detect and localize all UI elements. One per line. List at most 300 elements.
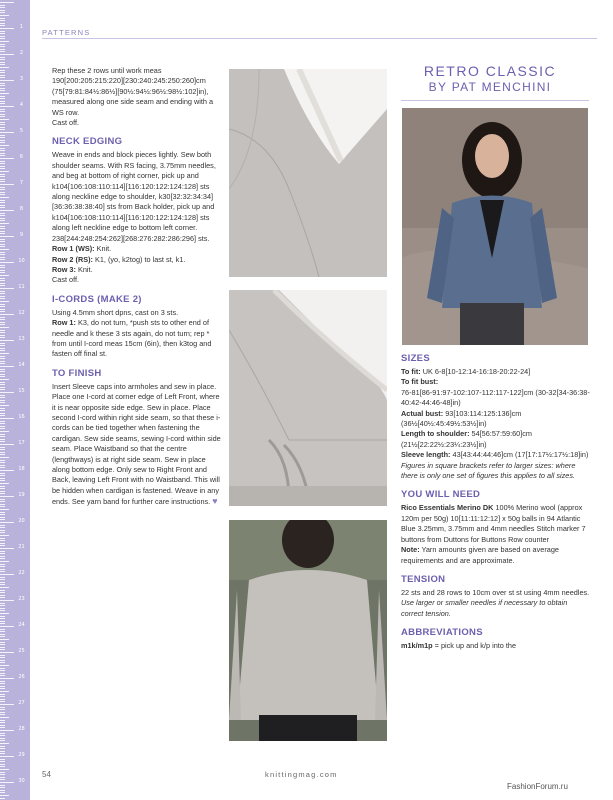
ruler-tick [0, 688, 5, 689]
ruler-tick [0, 704, 14, 705]
ruler-tick [0, 233, 5, 234]
ruler-tick [0, 127, 5, 128]
ruler-tick [0, 473, 5, 474]
ruler-tick [0, 241, 5, 242]
ruler-tick [0, 558, 5, 559]
ruler-tick [0, 600, 14, 601]
ruler-number: 3 [19, 76, 24, 82]
ruler-tick [0, 714, 5, 715]
ruler-tick [0, 662, 5, 663]
ruler-tick [0, 181, 5, 182]
ruler-tick [0, 31, 5, 32]
materials-list: 100% Merino wool (approx 120m per 50g) 10[11:11:12:12] x 50g balls in 94 Atlantic Blue 3.25mm, 3.75mm and 4mm needles Stitch marker 7 buttons from Duttons for Buttons Row counter [401, 503, 586, 544]
ruler-tick [0, 535, 9, 536]
ruler-tick [0, 106, 14, 107]
ruler-tick [0, 218, 5, 219]
ruler-tick [0, 163, 5, 164]
ruler-number: 16 [18, 414, 25, 420]
ruler-number: 30 [18, 778, 25, 784]
ruler-tick [0, 423, 5, 424]
ruler-tick [0, 501, 5, 502]
ruler-tick [0, 634, 5, 635]
ruler-number: 6 [19, 154, 24, 160]
sizes-note: Figures in square brackets refer to larger sizes: where there is only one set of figures this applies to all sizes. [401, 460, 576, 481]
ruler-tick [0, 348, 5, 349]
ruler-tick [0, 493, 5, 494]
ruler-tick [0, 577, 5, 578]
ruler-tick [0, 436, 5, 437]
ruler-tick [0, 675, 5, 676]
ruler-tick [0, 751, 5, 752]
ruler-tick [0, 142, 5, 143]
ruler-tick [0, 496, 14, 497]
ruler-tick [0, 317, 5, 318]
pattern-title-block [401, 63, 579, 95]
ruler-tick [0, 408, 5, 409]
ruler-tick [0, 220, 5, 221]
ruler-tick [0, 709, 5, 710]
ruler-tick [0, 356, 5, 357]
bust-label-line [401, 377, 591, 387]
ruler-tick [0, 730, 14, 731]
ruler-tick [0, 189, 5, 190]
ruler-tick [0, 670, 5, 671]
ruler-tick [0, 361, 5, 362]
ruler-tick [0, 592, 5, 593]
ruler-tick [0, 530, 5, 531]
ruler-tick [0, 756, 14, 757]
ruler-tick [0, 447, 5, 448]
ruler-tick [0, 51, 5, 52]
ruler-tick [0, 418, 14, 419]
ruler-tick [0, 270, 5, 271]
ruler-tick [0, 382, 5, 383]
ruler-tick [0, 613, 9, 614]
ruler-number: 2 [19, 50, 24, 56]
photo-model-cardigan [402, 108, 588, 345]
ruler-tick [0, 197, 9, 198]
ruler-tick [0, 642, 5, 643]
ruler-tick [0, 488, 5, 489]
ruler-tick [0, 129, 5, 130]
ruler-tick [0, 655, 5, 656]
title-rule [401, 100, 589, 101]
ruler-tick [0, 296, 5, 297]
ruler-tick [0, 460, 5, 461]
ruler-tick [0, 176, 5, 177]
abbr-term: m1k/m1p [401, 641, 433, 651]
ruler-tick [0, 59, 5, 60]
ruler-tick [0, 158, 14, 159]
ruler-tick [0, 337, 5, 338]
ruler-tick [0, 761, 5, 762]
ruler-tick [0, 696, 5, 697]
ruler-tick [0, 148, 5, 149]
ruler-tick [0, 83, 5, 84]
sizes-heading: SIZES [401, 353, 430, 364]
intro-text: Rep these 2 rows until work meas 190[200:205:215:220][230:240:245:250:260]cm (75[79:81:84½:86½][90½:94½:96½:98½:102]in), measured along one side seam and ending with a WS row. [52, 66, 214, 117]
ruler-tick [0, 210, 14, 211]
ruler-tick [0, 226, 5, 227]
ruler-tick [0, 707, 5, 708]
ruler-tick [0, 525, 5, 526]
ruler-tick [0, 15, 9, 16]
ruler-tick [0, 236, 14, 237]
ruler-tick [0, 483, 9, 484]
watermark-text: FashionForum.ru [507, 782, 568, 791]
ruler-tick [0, 25, 5, 26]
ruler-tick [0, 579, 5, 580]
ruler-number: 27 [18, 700, 25, 706]
abbr-definition: = pick up and k/p into the [432, 641, 517, 651]
ruler-tick [0, 701, 5, 702]
tension-text: 22 sts and 28 rows to 10cm over st st using 4mm needles. [401, 587, 590, 597]
ruler-tick [0, 72, 5, 73]
ruler-tick [0, 36, 5, 37]
ruler-tick [0, 509, 9, 510]
ruler-tick [0, 556, 5, 557]
ruler-tick [0, 691, 9, 692]
row-label: Row 1 (WS): [52, 244, 95, 254]
ruler-tick [0, 647, 5, 648]
ruler-tick [0, 439, 5, 440]
icords-heading: I-CORDS (MAKE 2) [52, 293, 142, 305]
ruler-tick [0, 431, 9, 432]
ruler-number: 14 [18, 362, 25, 368]
ruler-tick [0, 746, 5, 747]
ruler-tick [0, 41, 9, 42]
ruler-tick [0, 798, 5, 799]
yarn-note [401, 545, 591, 566]
ruler-tick [0, 764, 5, 765]
ruler-number: 5 [19, 128, 24, 134]
ruler-tick [0, 426, 5, 427]
ruler-tick [0, 743, 9, 744]
ruler-tick [0, 330, 5, 331]
ruler-tick [0, 7, 5, 8]
ruler-tick [0, 103, 5, 104]
ruler-tick [0, 587, 9, 588]
ruler-tick [0, 421, 5, 422]
ruler-tick [0, 717, 9, 718]
ruler-tick [0, 168, 5, 169]
ruler-tick [0, 280, 5, 281]
ruler-tick [0, 405, 9, 406]
ruler-tick [0, 605, 5, 606]
yarn-name: Rico Essentials Merino DK [401, 503, 494, 513]
ruler-tick [0, 304, 5, 305]
ruler-tick [0, 5, 5, 6]
ruler-tick [0, 626, 14, 627]
ruler-tick [0, 239, 5, 240]
tension-note: Use larger or smaller needles if necessary to obtain correct tension. [401, 598, 568, 618]
ruler-tick [0, 85, 5, 86]
ruler-tick [0, 145, 9, 146]
ruler-tick [0, 288, 14, 289]
ruler-tick [0, 766, 5, 767]
ruler-tick [0, 306, 5, 307]
ruler-tick [0, 366, 14, 367]
ruler-tick [0, 246, 5, 247]
neck-cast-off: Cast off. [52, 275, 80, 285]
ruler-tick [0, 795, 9, 796]
ruler-tick [0, 384, 5, 385]
ruler-number: 19 [18, 492, 25, 498]
ruler-tick [0, 486, 5, 487]
ruler-number: 23 [18, 596, 25, 602]
ruler-tick [0, 454, 5, 455]
length-value: 54[56:57:59:60]cm (21½[22:22½:23¼:23½]in) [401, 429, 532, 449]
ruler-tick [0, 88, 5, 89]
ruler-tick [0, 759, 5, 760]
ruler-tick [0, 262, 14, 263]
ruler-tick [0, 457, 9, 458]
ruler-tick [0, 291, 5, 292]
ruler-tick [0, 135, 5, 136]
ruler-tick [0, 369, 5, 370]
intro-cast-off: Cast off. [52, 118, 80, 128]
ruler-number: 10 [18, 258, 25, 264]
ruler-tick [0, 202, 5, 203]
ruler-tick [0, 553, 5, 554]
ruler-tick [0, 137, 5, 138]
ruler-tick [0, 629, 5, 630]
ruler-tick [0, 777, 5, 778]
ruler-tick [0, 64, 5, 65]
ruler-tick [0, 551, 5, 552]
ruler-tick [0, 184, 14, 185]
tape-measure-strip [0, 0, 30, 800]
ruler-tick [0, 462, 5, 463]
ruler-tick [0, 748, 5, 749]
photo-neckline-closeup [229, 69, 387, 277]
ruler-tick [0, 735, 5, 736]
ruler-tick [0, 657, 5, 658]
abbreviation-line [401, 641, 591, 651]
row-text: K3, do not turn, *push sts to other end of needle and k these 3 sts again, do not turn; rep * from until I-cord meas 15cm (6in), then k3tog and fasten off final st. [52, 318, 212, 359]
section-label: PATTERNS [42, 28, 91, 37]
end-heart-icon: ♥ [212, 496, 218, 507]
ruler-tick [0, 660, 5, 661]
ruler-tick [0, 569, 5, 570]
ruler-tick [0, 681, 5, 682]
sleeve-line [401, 450, 591, 460]
ruler-tick [0, 769, 9, 770]
ruler-tick [0, 603, 5, 604]
ruler-tick [0, 673, 5, 674]
ruler-tick [0, 415, 5, 416]
ruler-tick [0, 527, 5, 528]
ruler-tick [0, 374, 5, 375]
ruler-tick [0, 738, 5, 739]
ruler-tick [0, 259, 5, 260]
ruler-tick [0, 712, 5, 713]
ruler-tick [0, 480, 5, 481]
ruler-number: 18 [18, 466, 25, 472]
ruler-tick [0, 223, 9, 224]
ruler-tick [0, 18, 5, 19]
to-finish-heading: TO FINISH [52, 367, 102, 379]
ruler-tick [0, 434, 5, 435]
ruler-tick [0, 389, 5, 390]
icords-text: Using 4.5mm short dpns, cast on 3 sts. [52, 307, 179, 317]
ruler-tick [0, 686, 5, 687]
ruler-tick [0, 519, 5, 520]
ruler-tick [0, 379, 9, 380]
ruler-tick [0, 540, 5, 541]
ruler-tick [0, 428, 5, 429]
ruler-tick [0, 174, 5, 175]
ruler-tick [0, 649, 5, 650]
ruler-tick [0, 584, 5, 585]
ruler-tick [0, 90, 5, 91]
length-label: Length to shoulder: [401, 429, 470, 439]
ruler-tick [0, 252, 5, 253]
ruler-tick [0, 475, 5, 476]
ruler-number: 9 [19, 232, 24, 238]
ruler-tick [0, 548, 14, 549]
ruler-tick [0, 319, 5, 320]
neck-row-2 [52, 255, 224, 265]
ruler-tick [0, 267, 5, 268]
ruler-tick [0, 376, 5, 377]
ruler-tick [0, 80, 14, 81]
ruler-tick [0, 324, 5, 325]
row-text: Knit. [94, 244, 112, 254]
ruler-tick [0, 512, 5, 513]
row-label: Row 1: [52, 318, 76, 328]
ruler-tick [0, 272, 5, 273]
ruler-tick [0, 608, 5, 609]
ruler-tick [0, 140, 5, 141]
ruler-tick [0, 98, 5, 99]
ruler-tick [0, 532, 5, 533]
bust-label: To fit bust: [401, 377, 439, 387]
ruler-tick [0, 23, 5, 24]
ruler-tick [0, 101, 5, 102]
row-text: Knit. [75, 264, 93, 274]
ruler-tick [0, 109, 5, 110]
ruler-number: 15 [18, 388, 25, 394]
ruler-tick [0, 566, 5, 567]
pattern-title: RETRO CLASSIC [423, 63, 557, 79]
ruler-tick [0, 441, 5, 442]
ruler-tick [0, 621, 5, 622]
ruler-tick [0, 93, 9, 94]
neck-edging-heading: NECK EDGING [52, 136, 123, 148]
ruler-tick [0, 790, 5, 791]
ruler-tick [0, 171, 9, 172]
ruler-tick [0, 111, 5, 112]
ruler-tick [0, 2, 14, 3]
ruler-tick [0, 249, 9, 250]
photo-side-tie [229, 290, 387, 506]
ruler-tick [0, 166, 5, 167]
pattern-info-column [401, 353, 591, 652]
pattern-designer: BY PAT MENCHINI [428, 80, 552, 94]
ruler-tick [0, 467, 5, 468]
ruler-tick [0, 694, 5, 695]
abbreviations-heading: ABBREVIATIONS [401, 627, 483, 639]
ruler-tick [0, 395, 5, 396]
ruler-tick [0, 153, 5, 154]
ruler-tick [0, 514, 5, 515]
ruler-tick [0, 722, 5, 723]
ruler-tick [0, 20, 5, 21]
ruler-tick [0, 179, 5, 180]
ruler-tick [0, 652, 14, 653]
fit-value: UK 6-8[10-12:14-16:18-20:22-24] [420, 367, 531, 376]
ruler-tick [0, 155, 5, 156]
ruler-tick [0, 298, 5, 299]
ruler-tick [0, 215, 5, 216]
ruler-tick [0, 610, 5, 611]
bust-value: 76-81[86-91:97-102:107-112:117-122]cm (30-32[34-36:38-40:42-44:46-48]in) [401, 387, 590, 408]
ruler-number: 8 [19, 206, 24, 212]
ruler-tick [0, 62, 5, 63]
ruler-tick [0, 10, 5, 11]
ruler-tick [0, 194, 5, 195]
ruler-number: 21 [18, 544, 25, 550]
actual-bust-line [401, 409, 591, 430]
ruler-tick [0, 309, 5, 310]
ruler-tick [0, 538, 5, 539]
ruler-tick [0, 231, 5, 232]
ruler-tick [0, 205, 5, 206]
ruler-tick [0, 70, 5, 71]
ruler-tick [0, 278, 5, 279]
ruler-number: 13 [18, 336, 25, 342]
ruler-number: 22 [18, 570, 25, 576]
ruler-tick [0, 733, 5, 734]
ruler-tick [0, 449, 5, 450]
ruler-tick [0, 616, 5, 617]
ruler-tick [0, 114, 5, 115]
ruler-number: 24 [18, 622, 25, 628]
ruler-tick [0, 57, 5, 58]
icords-row-1 [52, 318, 224, 360]
ruler-tick [0, 75, 5, 76]
ruler-tick [0, 517, 5, 518]
ruler-tick [0, 285, 5, 286]
ruler-tick [0, 322, 5, 323]
pattern-instructions-column [52, 66, 224, 508]
fit-label: To fit: [401, 367, 421, 376]
ruler-tick [0, 200, 5, 201]
ruler-number: 4 [19, 102, 24, 108]
ruler-tick [0, 582, 5, 583]
note-text: Yarn amounts given are based on average requirements and are approximate. [401, 545, 559, 565]
ruler-tick [0, 54, 14, 55]
ruler-tick [0, 119, 9, 120]
fit-line [401, 367, 591, 377]
ruler-tick [0, 301, 9, 302]
ruler-tick [0, 561, 9, 562]
tension-heading: TENSION [401, 573, 446, 585]
ruler-number: 11 [18, 284, 25, 290]
ruler-tick [0, 631, 5, 632]
ruler-tick [0, 122, 5, 123]
ruler-tick [0, 725, 5, 726]
ruler-tick [0, 116, 5, 117]
sleeve-label: Sleeve length: [401, 450, 451, 460]
neck-row-3 [52, 265, 224, 275]
ruler-tick [0, 38, 5, 39]
ruler-tick [0, 400, 5, 401]
ruler-tick [0, 683, 5, 684]
ruler-tick [0, 740, 5, 741]
ruler-tick [0, 343, 5, 344]
